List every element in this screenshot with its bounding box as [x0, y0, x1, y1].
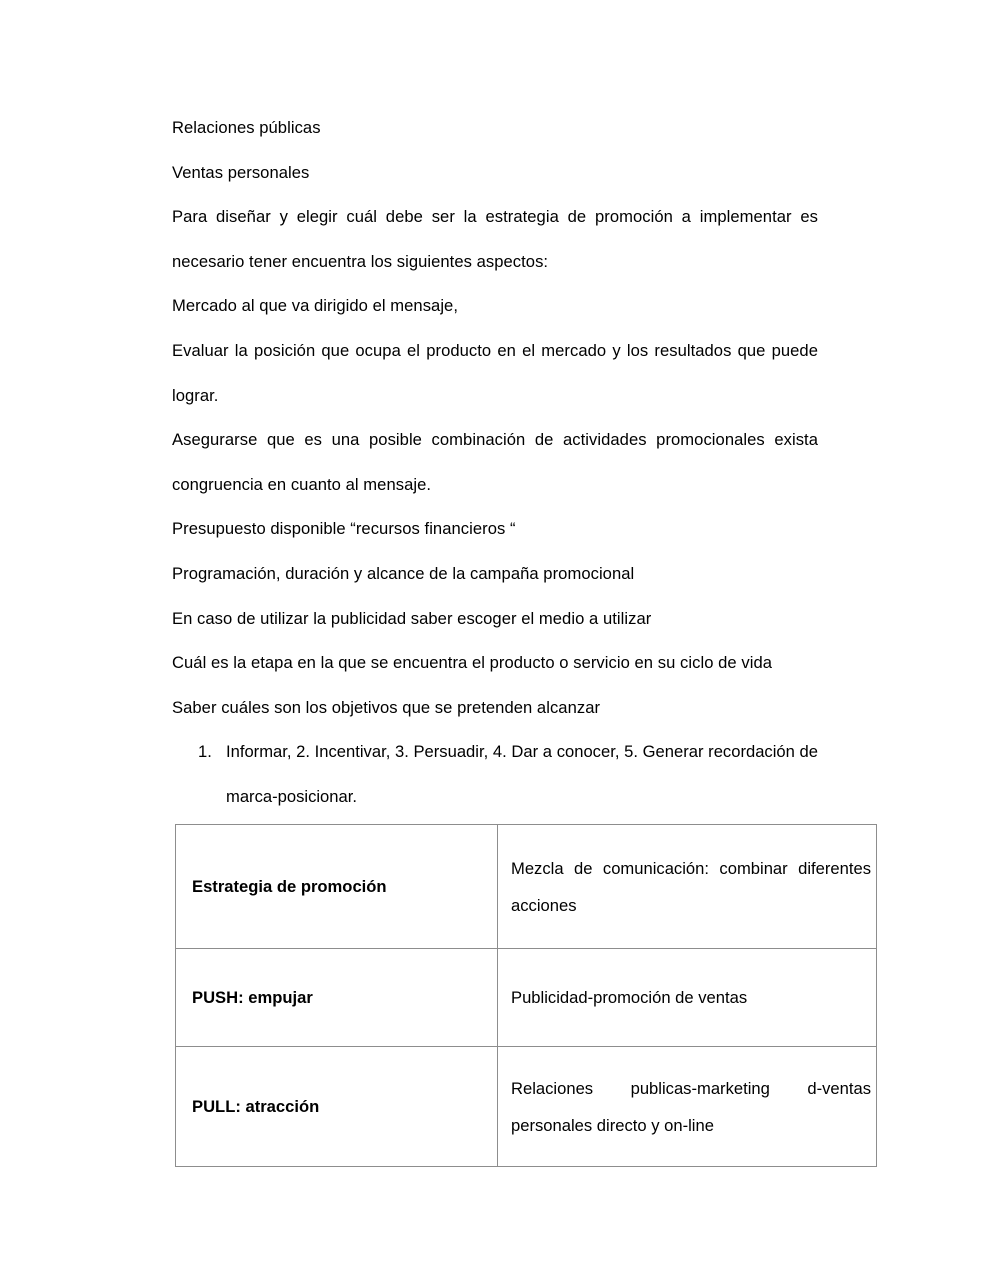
paragraph-relaciones-publicas: Relaciones públicas: [172, 118, 321, 137]
table-label-push-empujar: PUSH: empujar: [192, 987, 313, 1007]
table-value-estrategia-de-promocion: Mezcla de comunicación: combinar diferentes acciones: [511, 858, 871, 915]
paragraph-presupuesto-disponible: Presupuesto disponible “recursos financieros “: [172, 519, 516, 539]
paragraph-evaluar-posicion: Evaluar la posición que ocupa el producto en el mercado y los resultados que puede lograr.: [172, 340, 818, 405]
paragraph-ventas-personales: Ventas personales: [172, 162, 310, 182]
table-row: [176, 825, 877, 949]
table-value-push-empujar: Publicidad-promoción de ventas: [511, 988, 748, 1007]
table-value-pull-atraccion: Relaciones publicas-marketing d-ventas personales directo y on-line: [511, 1078, 871, 1135]
paragraph-etapa-ciclo-vida: Cuál es la etapa en la que se encuentra el producto o servicio en su ciclo de vida: [172, 653, 772, 673]
paragraph-mercado-dirigido: Mercado al que va dirigido el mensaje,: [172, 296, 458, 316]
paragraph-programacion-duracion: Programación, duración y alcance de la campaña promocional: [172, 563, 635, 583]
list-marker: 1.: [198, 742, 212, 762]
document-body: [172, 106, 818, 820]
table-row: [176, 1047, 877, 1167]
table-cell-value: [498, 825, 877, 949]
table-label-pull-atraccion: PULL: atracción: [192, 1096, 320, 1116]
table-row: [176, 949, 877, 1047]
paragraph-caso-publicidad: En caso de utilizar la publicidad saber escoger el medio a utilizar: [172, 608, 652, 628]
paragraph-asegurarse-combinacion: Asegurarse que es una posible combinación de actividades promocionales exista congruencia en cuanto al mensaje.: [172, 430, 818, 494]
table-label-estrategia-de-promocion: Estrategia de promoción: [192, 876, 387, 896]
table-cell-label: [176, 825, 498, 949]
list-item: [172, 730, 818, 819]
table-cell-value: [498, 1047, 877, 1167]
table-cell-label: [176, 949, 498, 1047]
list-item-text: Informar, 2. Incentivar, 3. Persuadir, 4. Dar a conocer, 5. Generar recordación de marca-posicionar.: [226, 742, 818, 806]
table-cell-label: [176, 1047, 498, 1167]
paragraph-estrategia-promocion-intro: Para diseñar y elegir cuál debe ser la estrategia de promoción a implementar es necesario tener encuentra los siguientes aspectos:: [172, 207, 818, 271]
promotion-strategy-table-wrapper: [175, 824, 876, 1167]
paragraph-objetivos-alcanzar: Saber cuáles son los objetivos que se pretenden alcanzar: [172, 697, 601, 717]
table-cell-value: [498, 949, 877, 1047]
objectives-numbered-list: [172, 730, 818, 819]
promotion-strategy-table: [175, 824, 877, 1167]
